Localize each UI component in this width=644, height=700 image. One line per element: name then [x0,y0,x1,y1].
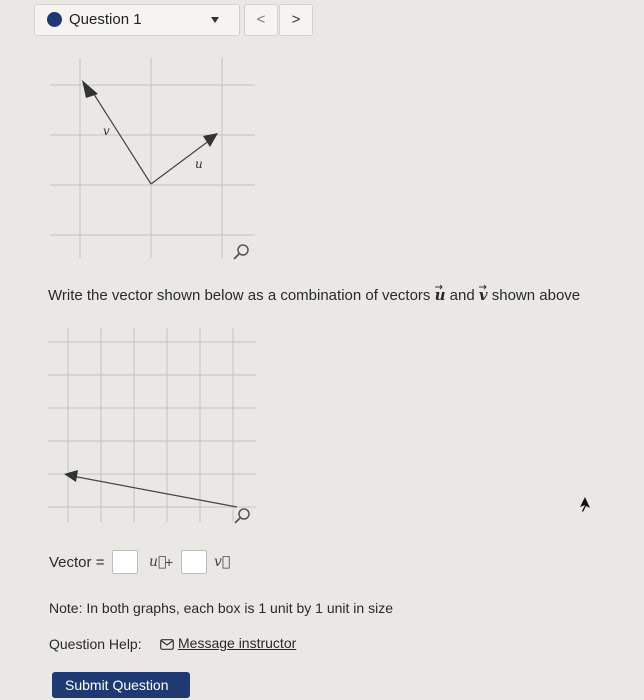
previous-question-button[interactable]: < [244,4,278,36]
v-symbol: v⃗ [214,554,231,570]
zoom-icon[interactable] [234,245,248,259]
question-help-label: Question Help: [49,636,142,652]
question-prompt [48,286,580,304]
vector-label: Vector = [49,554,105,571]
vector-v-line [90,88,151,184]
next-question-button[interactable]: > [279,4,313,36]
question-status-dot [47,12,62,27]
message-instructor-link[interactable] [160,635,296,651]
question-label: Question 1 [69,11,142,28]
vector-v-label: v [103,124,110,138]
vector-arrow-icon [478,284,488,290]
zoom-icon[interactable] [235,509,249,523]
vector-v-arrowhead [82,80,98,98]
plus-sign: + [165,554,174,570]
chevron-down-icon [211,17,219,23]
u-symbol: u⃗ [149,554,167,570]
u-vector-symbol: u [434,286,446,304]
v-vector-symbol: v [478,286,488,304]
note-text: Note: In both graphs, each box is 1 unit by 1 unit in size [49,600,393,616]
graph-uv [40,50,270,270]
target-vector-line [72,476,237,507]
message-instructor-label: Message instructor [178,635,297,651]
vector-u-label: u [195,157,203,171]
u-coefficient-input[interactable] [112,550,138,574]
submit-question-button[interactable]: Submit Question [52,672,190,698]
prompt-after: shown above [487,287,581,304]
prompt-and: and [445,287,479,304]
prompt-text: Write the vector shown below as a combination of vectors [48,287,435,304]
v-coefficient-input[interactable] [181,550,207,574]
target-vector-arrowhead [64,470,78,482]
vector-arrow-icon [434,284,444,290]
graph-target-vector [44,322,264,532]
question-selector[interactable] [34,4,240,36]
mail-icon [160,639,174,650]
mouse-cursor-icon [578,496,592,514]
